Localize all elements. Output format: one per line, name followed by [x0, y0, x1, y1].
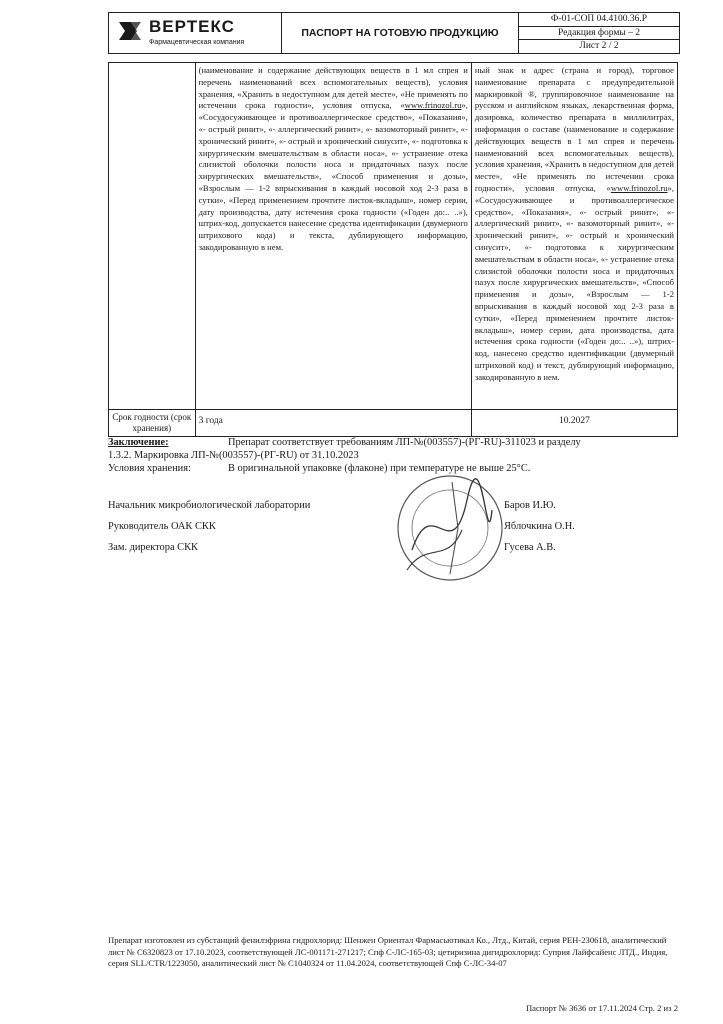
conclusion-label: Заключение:	[108, 437, 169, 448]
vertex-logo-icon	[117, 18, 143, 44]
form-meta	[519, 13, 679, 53]
signature-name: Гусева А.В.	[504, 542, 556, 553]
signature-role: Руководитель ОАК СКК	[108, 521, 216, 532]
requirements-cell	[195, 63, 471, 410]
document-title: ПАСПОРТ НА ГОТОВУЮ ПРОДУКЦИЮ	[282, 13, 519, 53]
results-text	[475, 65, 674, 384]
website-link: www.frinozol.ru	[610, 182, 668, 193]
conclusion-text-2: 1.3.2. Маркировка ЛП-№(003557)-(РГ-RU) от 31.10.2023	[108, 450, 359, 461]
signature-role: Зам. директора СКК	[108, 542, 198, 553]
results-text-part1: ный знак и адрес (страна и город), торговое наименование препарата с предупредительной маркировкой ®, группировочное наименование на русском и английском языках, лекарственная форма, дозировка, количество препарата в миллилитрах, информация о составе (наименование и содержание действующих веществ в 1 мл спрея и перечень наименований всех вспомогательных веществ), условия хранения, «Хранить в недоступном для детей месте», «Не применять по истечении срока годности», условия отпуска, «	[474, 65, 674, 193]
results-cell	[471, 63, 677, 410]
shelf-life-label: Срок годности (срок хранения)	[109, 410, 196, 437]
stamp-seal	[392, 470, 508, 586]
specification-table	[108, 62, 678, 437]
brand-subtitle: Фармацевтическая компания	[149, 39, 245, 46]
signature-name: Баров И.Ю.	[504, 500, 556, 511]
shelf-life-value: 3 года	[195, 410, 471, 437]
storage-text: В оригинальной упаковке (флаконе) при температуре не выше 25°С.	[228, 463, 531, 474]
document-header	[108, 12, 680, 54]
storage-label: Условия хранения:	[108, 463, 191, 474]
form-code: Ф-01-СОП 04.4100.36.Р	[519, 13, 679, 27]
logo-block	[109, 13, 282, 53]
passport-number: Паспорт № 3636 от 17.11.2024 Стр. 2 из 2	[525, 1003, 678, 1013]
footer-note: Препарат изготовлен из субстанций фенилэфрина гидрохлорид: Шенжен Ориентал Фармасьютикал Ко., Лтд., Китай, серия РЕН-230618, аналитический лист № С6320823 от 17.10.2023, соответствующей ЛС-001171-271217; Спф С-ЛС-165-03; цетиризина дигидрохлорид: Суприя Лайфсайенс ЛТД., Индия, серия SLL/CTR/1223050, аналитический лист № С1040324 от 11.04.2024, соответствующей Спф С-ЛС-34-07	[108, 935, 668, 969]
table-row	[109, 63, 678, 410]
shelf-life-date: 10.2027	[471, 410, 677, 437]
conclusion-text: Препарат соответствует требованиям ЛП-№(003557)-(РГ-RU)-311023 и разделу	[228, 437, 581, 448]
sheet-number: Лист 2 / 2	[579, 41, 619, 52]
requirements-text	[199, 65, 468, 254]
brand-name: ВЕРТЕКС	[149, 17, 235, 36]
signature-name: Яблочкина О.Н.	[504, 521, 575, 532]
website-link: www.frinozol.ru	[404, 100, 462, 111]
table-cell-empty	[109, 63, 196, 410]
requirements-text-part2: », «Сосудосуживающее и противоаллергическое средство», «Показания», «- острый ринит», «- аллергический ринит», «- вазомоторный ринит», «- хронический ринит», «- острый и хронический синусит», «- подготовка к хирургическим вмешательствам в области носа», «- устранение отека слизистой оболочки полости носа и придаточных пазух после хирургических вмешательств», «Способ применения и дозы», «Взрослым — 1-2 впрыскивания в каждый носовой ход 2-3 раза в сутки», «Перед применением прочтите листок-вкладыш», номер серии, дату производства, дату истечения срока годности («Годен до:.. ..»), штрих-код, допускается нанесение средства идентификации (двумерного штрихового кода) и текста, дублирующего информацию, закодированную в нем.	[198, 100, 468, 252]
signature-role: Начальник микробиологической лаборатории	[108, 500, 311, 511]
requirements-text-part1: (наименование и содержание действующих веществ в 1 мл спрея и перечень наименований всех вспомогательных веществ), условия хранения, «Хранить в недоступном для детей месте», «Не применять по истечении срока годности», условия отпуска, «	[198, 65, 468, 111]
table-row	[109, 410, 678, 437]
form-edition: Редакция формы – 2	[519, 27, 679, 41]
results-text-part2: », «Сосудосуживающее и противоаллергическое средство», «Показания», «- острый ринит», «- аллергический ринит», «- вазомоторный ринит», «- хронический ринит», «- острый и хронический синусит», «- подготовка к хирургическим вмешательствам в области носа», «- устранение отека слизистой оболочки полости носа и придаточных пазух после хирургических вмешательств», «Способ применения и дозы», «Взрослым — 1-2 впрыскивания в каждый носовой ход 2-3 раза в сутки», «Перед применением прочтите листок-вкладыш», номер серии, дата производства, дата истечения срока годности («Годен до:.. ..»), штрих-код, нанесено средство идентификации (двумерный штриховой код) и текст, дублирующий информацию, закодированную в нем.	[474, 182, 674, 382]
